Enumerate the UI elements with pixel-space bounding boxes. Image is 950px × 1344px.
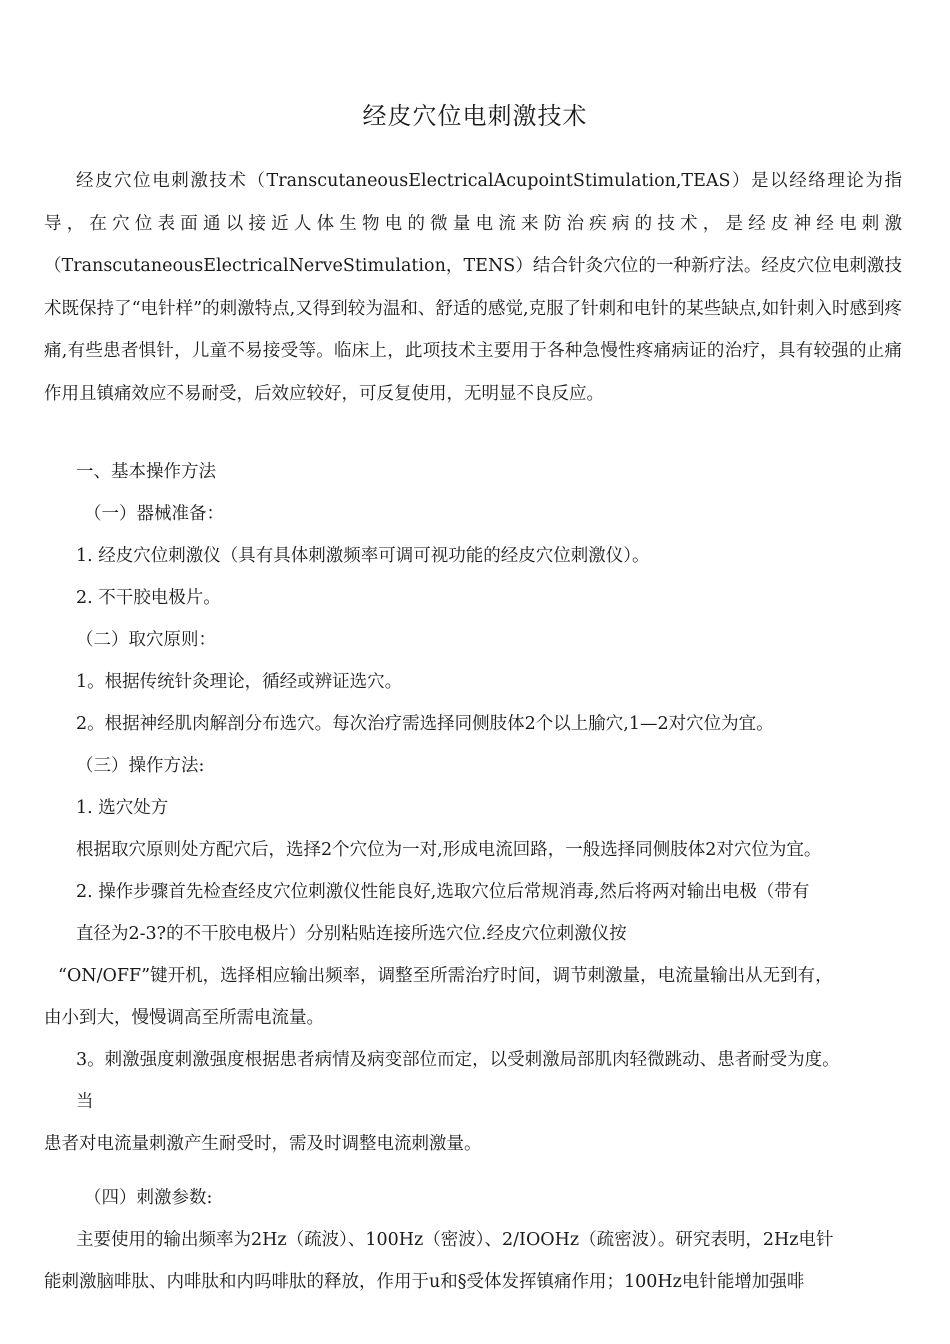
paragraph-parameters-2: 能刺激脑啡肽、内啡肽和内吗啡肽的释放，作用于u和§受体发挥镇痛作用；100Hz电针能增加强啡 [44, 1272, 805, 1292]
paragraph-steps-cont-3: 由小到大，慢慢调高至所需电流量。 [44, 1008, 324, 1028]
list-item-intensity: 3。刺激强度刺激强度根据患者病情及病变部位而定，以受刺激局部肌肉轻微跳动、患者耐受为度。 [76, 1050, 840, 1070]
list-item-principle-2: 2。根据神经肌肉解剖分布选穴。每次治疗需选择同侧肢体2个以上腧穴,1—2对穴位为宜。 [76, 714, 774, 734]
subsection-acupoint-principle: （二）取穴原则： [76, 630, 216, 650]
paragraph-prescription: 根据取穴原则处方配穴后，选择2个穴位为一对,形成电流回路，一般选择同侧肢体2对穴位为宜。 [76, 840, 822, 860]
list-item-steps: 2. 操作步骤首先检查经皮穴位刺激仪性能良好,选取穴位后常规消毒,然后将两对输出电极（带有 [76, 882, 810, 902]
intro-paragraph: 经皮穴位电刺激技术（TranscutaneousElectricalAcupointStimulation,TEAS）是以经络理论为指导，在穴位表面通以接近人体生物电的微量电流来防治疾病的技术，是经皮神经电刺激（TranscutaneousElectricalNerveStimulation，TENS）结合针灸穴位的一种新疗法。经皮穴位电刺激技术既保持了“电针样”的刺激特点,又得到较为温和、舒适的感觉,克服了针刺和电针的某些缺点,如针刺入时感到疼痛,有些患者惧针，儿童不易接受等。临床上，此项技术主要用于各种急慢性疼痛病证的治疗，具有较强的止痛作用且镇痛效应不易耐受，后效应较好，可反复使用，无明显不良反应。 [44, 171, 902, 404]
paragraph-parameters-1: 主要使用的输出频率为2Hz（疏波）、100Hz（密波）、2/IOOHz（疏密波）。研究表明，2Hz电针 [76, 1230, 834, 1250]
paragraph-intensity-cont-1: 当 [76, 1092, 94, 1112]
paragraph-steps-cont-1: 直径为2-3?的不干胶电极片）分别粘贴连接所选穴位.经皮穴位刺激仪按 [76, 924, 627, 944]
subsection-equipment: （一）器械准备： [84, 504, 224, 524]
list-item-stimulator: 1. 经皮穴位刺激仪（具有具体刺激频率可调可视功能的经皮穴位刺激仪）。 [76, 546, 650, 566]
list-item-prescription: 1. 选穴处方 [76, 798, 169, 818]
section-heading-basic-method: 一、基本操作方法 [76, 462, 216, 482]
list-item-principle-1: 1。根据传统针灸理论，循经或辨证选穴。 [76, 672, 403, 692]
paragraph-steps-cont-2: “ON/OFF”键开机，选择相应输出频率，调整至所需治疗时间，调节刺激量，电流量输出从无到有， [58, 966, 833, 986]
subsection-operation: （三）操作方法: [76, 756, 205, 776]
document-title: 经皮穴位电刺激技术 [362, 102, 588, 130]
list-item-electrode: 2. 不干胶电极片。 [76, 588, 221, 608]
subsection-parameters: （四）刺激参数: [84, 1188, 213, 1208]
paragraph-intensity-cont-2: 患者对电流量刺激产生耐受时，需及时调整电流刺激量。 [44, 1134, 482, 1154]
